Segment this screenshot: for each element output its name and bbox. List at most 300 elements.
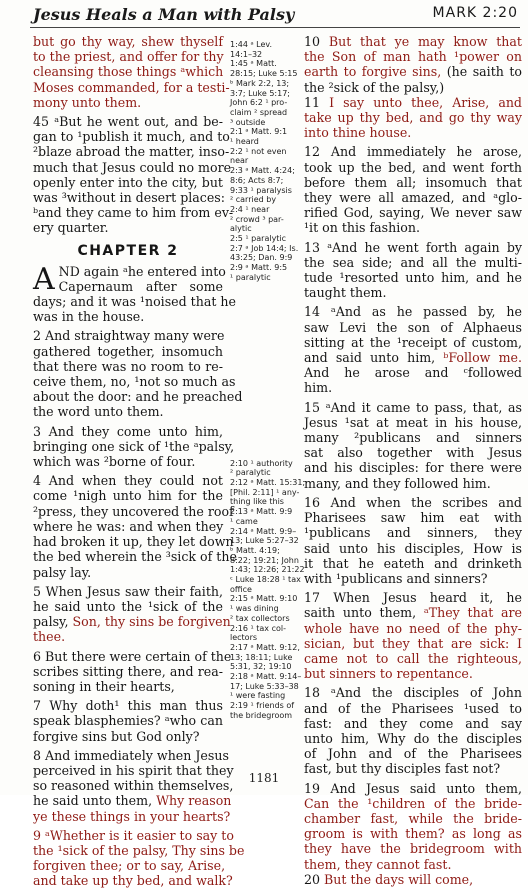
verse-line (304, 666, 522, 681)
verse-text: ᶜ Luke 18:28 ¹ tax (230, 575, 301, 585)
verse-text: office (230, 584, 252, 594)
verse-line (304, 95, 522, 110)
verse-text: ᵇ Mark 2:2, 13; (230, 78, 290, 88)
cross-reference (230, 69, 300, 79)
verse-line (33, 629, 223, 644)
verse-text: 20 (304, 871, 325, 887)
red-letter-text: but go thy way, shew thyself (33, 34, 223, 49)
verse-line (33, 454, 223, 469)
verse-text: took up the bed, and went forth (304, 159, 522, 175)
cross-reference (230, 497, 300, 507)
verse-line (304, 160, 522, 175)
verse-text: ᵇand they came to him from ev- (33, 205, 234, 221)
verse-line (33, 519, 223, 534)
verse-text: Pharisees saw him eat with (304, 510, 522, 526)
red-letter-text: and take up thy bed, and walk? (33, 873, 233, 889)
red-letter-text: take up thy bed, and go thy way (304, 110, 522, 126)
verse-line (33, 344, 223, 359)
running-head-reference: MARK 2:20 (432, 5, 518, 21)
verse-line (33, 713, 223, 728)
red-letter-text: earth to forgive sins, (304, 64, 442, 80)
verse-text: 8:6; Acts 8:7; (230, 175, 284, 185)
verse-text: ² paralytic (230, 468, 271, 478)
verse-line (33, 79, 230, 95)
verse-line (33, 389, 243, 405)
verse-text: 11 (304, 94, 330, 110)
verse-text: 12 And immediately he arose, (304, 144, 522, 160)
verse-text: ¹publicans and sinners, they (304, 525, 522, 541)
verse-text: gan to ¹publish it much, and to (33, 129, 230, 145)
verse-line (33, 793, 232, 809)
verse-line (33, 359, 223, 374)
verse-line (304, 796, 522, 811)
verse-line (304, 144, 522, 159)
verse-line (33, 698, 223, 713)
verse-text: 17 When Jesus heard it, he (304, 590, 522, 606)
cross-reference (230, 643, 300, 653)
verse-text: sat also together with Jesus (304, 445, 522, 461)
verse-line (33, 747, 229, 763)
cross-reference (230, 253, 300, 263)
cross-reference (230, 691, 300, 701)
verse-line (304, 541, 522, 556)
cross-reference (230, 98, 300, 108)
cross-reference (230, 575, 300, 585)
verse-text: 1:44 ᵃ Lev. (230, 40, 273, 49)
verse-text: the bed wherein the ³sick of the (33, 549, 237, 565)
verse-line (33, 534, 234, 550)
verse-text: 16 And when the scribes and (304, 494, 522, 510)
verse-text: had broken it up, they let down (33, 534, 234, 550)
verse-line (33, 294, 236, 310)
verse-text: sitting at the ¹receipt of custom, (304, 334, 522, 350)
cross-reference (230, 79, 300, 89)
cross-reference (230, 536, 300, 546)
verse-text: 2:16 ¹ tax col- (230, 623, 286, 633)
red-letter-text: to the priest, and offer for thy (33, 49, 224, 65)
verse-text: 2:10 ¹ authority (230, 458, 293, 468)
verse-line (304, 80, 522, 95)
cross-reference (230, 459, 300, 469)
verse-text: the sea side; and all the multi- (304, 254, 522, 270)
verse-line (304, 811, 522, 826)
verse-text: 19 And Jesus said unto them, (304, 780, 522, 796)
verse-line (33, 438, 235, 454)
verse-line (304, 605, 522, 620)
verse-text: rified God, saying, We never saw (304, 205, 522, 221)
verse-line (33, 144, 230, 160)
verse-line (33, 424, 223, 439)
verse-text: with ¹publicans and sinners? (304, 570, 488, 586)
verse-text: perceived in his spirit that they (33, 762, 234, 778)
verse-text: ¹ paralytic (230, 272, 271, 282)
verse-line (304, 380, 522, 395)
verse-line (33, 175, 223, 190)
verse-text: ¹ was dining (230, 604, 279, 614)
verse-text: said unto his disciples, How is (304, 540, 522, 556)
verse-text: he said unto them, (33, 793, 157, 809)
verse-line (304, 49, 522, 64)
verse-line (33, 129, 230, 145)
red-letter-text: cleansing those things ᵃwhich (33, 64, 224, 80)
verse-text: ceive them, no, ¹not so much as (33, 374, 236, 390)
verse-text: where he was: and when they (33, 518, 224, 534)
verse-text: 7 Why doth¹ this man thus (33, 698, 223, 714)
verse-text: ery quarter. (33, 220, 109, 236)
cross-reference (230, 273, 300, 283)
red-letter-text: whole have no need of the phy- (304, 620, 522, 636)
red-letter-text: I say unto thee, Arise, and (329, 94, 522, 110)
verse-text: speak blasphemies? ᵃwho can (33, 713, 223, 729)
verse-line (33, 279, 223, 294)
red-letter-text: ᵃThey that are (423, 605, 522, 621)
verse-line (304, 495, 522, 510)
verse-text: taught them. (304, 285, 387, 301)
verse-line (304, 64, 522, 79)
cross-reference (230, 59, 300, 69)
red-letter-text: ᵇFollow me. (443, 350, 522, 366)
verse-text: saith unto them, (304, 605, 424, 621)
cross-reference (230, 468, 300, 478)
cross-reference (230, 137, 300, 147)
verse-text: palsy, (33, 614, 73, 630)
verse-text: of John and of the Pharisees (304, 746, 522, 762)
cross-reference (230, 176, 300, 186)
verse-text: the word unto them. (33, 404, 164, 420)
center-reference-column (230, 40, 306, 721)
verse-text: before them all; insomuch that (304, 174, 522, 190)
verse-text: 4 And when they could not (33, 473, 223, 489)
verse-line (33, 842, 245, 858)
verse-text: 5 When Jesus saw their faith, (33, 583, 223, 599)
verse-line (304, 400, 522, 415)
cross-reference (230, 653, 300, 663)
cross-reference (230, 195, 300, 205)
verse-text: 9:33 ¹ paralysis (230, 185, 292, 195)
verse-text: ² tax collectors (230, 613, 290, 623)
cross-reference (230, 585, 300, 595)
verse-text: fast: and they come and say (304, 715, 522, 731)
verse-line (33, 473, 223, 488)
cross-reference (230, 672, 300, 682)
verse-line (304, 841, 522, 856)
cross-reference (230, 166, 300, 176)
verse-text: about the door: and he preached (33, 389, 243, 405)
verse-line (304, 190, 522, 205)
verse-line (304, 651, 522, 666)
verse-line (304, 205, 522, 220)
cross-reference (230, 127, 300, 137)
cross-reference (230, 633, 300, 643)
right-text-column (304, 34, 522, 887)
cross-reference (230, 556, 300, 566)
verse-text: 2:17 ᵃ Matt. 9:12, (230, 642, 300, 652)
verse-line (304, 240, 522, 255)
verse-text: ᵇ Matt. 4:19; (230, 545, 280, 555)
verse-line (33, 404, 223, 419)
verse-line (33, 159, 232, 175)
red-letter-text: forgiven thee; or to say, Arise, (33, 858, 226, 874)
red-letter-text: Why reason (156, 793, 232, 809)
red-letter-text: Moses commanded, for a testi- (33, 79, 230, 95)
verse-line (33, 729, 223, 744)
verse-text: 2:14 ᵃ Matt. 9:9– (230, 526, 297, 536)
verse-line (304, 415, 522, 430)
red-letter-text: Can the ¹children of the bride- (304, 795, 522, 811)
verse-line (304, 304, 522, 319)
verse-line (304, 510, 522, 525)
verse-line (33, 49, 223, 64)
verse-text: and of the Pharisees ¹used to (304, 700, 522, 716)
verse-line (304, 746, 522, 761)
cross-reference (230, 594, 300, 604)
verse-text: ¹it on this fashion. (304, 220, 420, 236)
verse-text: come ¹nigh unto him for the (33, 488, 223, 504)
cross-reference (230, 147, 300, 157)
verse-text: openly enter into the city, but (33, 174, 223, 190)
verse-text: they were all amazed, and ᵃglo- (304, 190, 522, 206)
drop-cap: A (33, 261, 55, 297)
verse-text: 8:22; 19:21; John (230, 555, 299, 565)
verse-line (304, 350, 522, 365)
verse-line (304, 320, 522, 335)
verse-line (33, 614, 231, 630)
verse-text: 1:43; 12:26; 21:22 (230, 565, 305, 575)
red-letter-text: mony unto them. (33, 94, 142, 110)
verse-line (304, 460, 522, 475)
verse-line (304, 255, 522, 270)
verse-text: 6 But there were certain of the (33, 648, 232, 664)
verse-text: ³ outside (230, 117, 266, 127)
verse-line (304, 636, 522, 651)
verse-line (33, 599, 223, 614)
verse-line (33, 549, 237, 565)
verse-line (304, 621, 522, 636)
verse-text: 17; Luke 5:33–38 (230, 681, 299, 691)
verse-text: he said unto the ¹sick of the (33, 598, 223, 614)
verse-line (304, 685, 522, 700)
cross-reference (230, 604, 300, 614)
verse-text: was in the house. (33, 309, 145, 325)
verse-text: ² carried by (230, 195, 277, 205)
red-letter-text: the Son of man hath ¹power on (304, 49, 522, 65)
verse-text: palsy lay. (33, 564, 92, 580)
verse-text: (he saith to (441, 64, 522, 80)
verse-text: 2:15 ᵃ Matt. 9:10 (230, 594, 298, 604)
verse-line (304, 365, 522, 380)
verse-text: many, and they followed him. (304, 475, 491, 491)
verse-line (304, 826, 522, 841)
verse-text: 15 ᵃAnd it came to pass, that, as (304, 399, 522, 415)
verse-text: ²blaze abroad the matter, inso- (33, 144, 230, 160)
verse-text: 2:19 ¹ friends of (230, 701, 295, 711)
verse-text: thing like this (230, 497, 284, 507)
cross-reference (230, 565, 305, 575)
verse-text: and said unto him, (304, 350, 444, 366)
verse-line (304, 270, 522, 285)
verse-text: 10 (304, 34, 329, 49)
verse-line (304, 34, 522, 49)
verse-text: tude ¹resorted unto him, and he (304, 270, 522, 286)
verse-line (33, 808, 231, 824)
verse-text: 2:1 ᵃ Matt. 9:1 (230, 127, 288, 137)
verse-text: 13; 18:11; Luke (230, 652, 293, 662)
red-letter-text: groom is with them? as long as (304, 826, 522, 842)
verse-text: 2:5 ¹ paralytic (230, 234, 287, 244)
cross-reference (230, 614, 300, 624)
verse-line (304, 857, 522, 872)
cross-reference (230, 205, 300, 215)
verse-text: that there was no room to re- (33, 358, 223, 374)
verse-line (33, 190, 226, 206)
verse-line (33, 679, 223, 694)
red-letter-text: 9 ᵃWhether is it easier to say to (33, 827, 234, 843)
red-letter-text: But the days will come, (324, 871, 474, 887)
cross-reference (230, 263, 300, 273)
verse-line (304, 445, 522, 460)
verse-line (33, 648, 232, 664)
verse-text: [Phil. 2:11] ¹ any- (230, 487, 300, 497)
cross-reference (230, 546, 300, 556)
cross-reference (230, 527, 300, 537)
verse-line (304, 590, 522, 605)
cross-reference (230, 682, 300, 692)
verse-text: 2:4 ¹ near (230, 204, 270, 214)
verse-text: and his disciples: for there were (304, 460, 522, 476)
verse-line (33, 565, 223, 580)
verse-text: 14:1–32 (230, 49, 263, 59)
verse-text: which was ²borne of four. (33, 454, 196, 470)
cross-reference (230, 40, 300, 50)
chapter-heading: CHAPTER 2 (77, 242, 179, 259)
red-letter-text: but sinners to repentance. (304, 666, 473, 682)
red-letter-text: chamber fast, while the bride- (304, 810, 522, 826)
verse-text: was ³without in desert places: (33, 190, 226, 206)
verse-text: the ²sick of the palsy,) (304, 79, 445, 95)
verse-text: Jesus ¹sat at meat in his house, (304, 414, 522, 430)
verse-line (304, 285, 522, 300)
verse-line (33, 220, 223, 235)
header-rule (30, 27, 520, 28)
verse-text: 2:3 ᵃ Matt. 4:24; (230, 166, 295, 176)
cross-reference (230, 215, 300, 225)
page-number: 1181 (248, 771, 280, 785)
verse-line (33, 584, 223, 599)
verse-text: saw Levi the son of Alphaeus (304, 319, 522, 335)
verse-text: ¹ came (230, 516, 258, 526)
verse-text: ² crowd ³ par- (230, 214, 284, 224)
red-letter-text: they have the bridegroom with (304, 841, 522, 857)
verse-text: 28:15; Luke 5:15 (230, 69, 298, 79)
cross-reference (230, 701, 300, 711)
verse-line (304, 110, 522, 125)
verse-1 (33, 261, 236, 325)
verse-line (304, 716, 522, 731)
verse-line (33, 328, 223, 343)
cross-reference (230, 662, 300, 672)
verse-text: 45 ᵃBut he went out, and be- (33, 114, 223, 130)
verse-line (304, 872, 522, 887)
verse-line (304, 571, 522, 586)
verse-text: 13; Luke 5:27–32 (230, 536, 299, 546)
red-letter-text: sician, but they that are sick: I (304, 635, 522, 651)
verse-line (33, 64, 223, 79)
verse-line (304, 476, 522, 491)
verse-text: 2:9 ᵃ Matt. 9:5 (230, 263, 288, 273)
red-letter-text: thee. (33, 629, 66, 645)
verse-text: fast, but thy disciples fast not? (304, 761, 501, 777)
red-letter-text: the ¹sick of the palsy, Thy sins be (33, 842, 245, 858)
verse-text: 2 And straightway many were (33, 328, 225, 344)
cross-reference (230, 234, 300, 244)
verse-line (304, 701, 522, 716)
cross-reference (230, 624, 300, 634)
verse-line (304, 525, 522, 540)
verse-text: 8 And immediately when Jesus (33, 747, 229, 763)
verse-text: him. (304, 380, 333, 396)
verse-text: 43:25; Dan. 9:9 (230, 253, 293, 263)
cross-reference (230, 108, 300, 118)
verse-text: 2:7 ᵃ Job 14:4; Is. (230, 243, 299, 253)
verse-line (33, 95, 223, 110)
verse-text: Capernaum after some (58, 278, 223, 294)
verse-line (33, 488, 223, 503)
verse-text: 1:45 ᵃ Matt. (230, 59, 277, 69)
red-letter-text: ye these things in your hearts? (33, 808, 231, 824)
verse-text: And he arose and ᶜfollowed (304, 365, 522, 381)
verse-text: ²press, they uncovered the roof (33, 503, 234, 519)
verse-text: unto him, Why do the disciples (304, 730, 522, 746)
verse-line (33, 34, 223, 49)
cross-reference (230, 507, 300, 517)
verse-line (33, 374, 236, 390)
verse-line (33, 205, 234, 221)
verse-text: John 6:2 ¹ pro- (230, 98, 288, 108)
verse-line (304, 175, 522, 190)
verse-line (33, 263, 226, 279)
verse-text: the bridegroom (230, 710, 293, 720)
verse-text: 14 ᵃAnd as he passed by, he (304, 304, 522, 320)
verse-text: near (230, 156, 249, 166)
verse-line (304, 125, 522, 140)
verse-text: many ²publicans and sinners (304, 430, 522, 446)
verse-line (304, 430, 522, 445)
verse-line (304, 220, 522, 235)
red-letter-text: Son, thy sins be forgiven (72, 614, 231, 630)
verse-text: it that he eateth and drinketh (304, 555, 522, 571)
red-letter-text: into thine house. (304, 125, 412, 141)
verse-text: gathered together, insomuch (33, 343, 223, 359)
red-letter-text: But that ye may know that (328, 34, 522, 49)
verse-text: scribes sitting there, and rea- (33, 663, 223, 679)
verse-line (33, 827, 234, 843)
cross-reference (230, 488, 300, 498)
cross-reference (230, 156, 300, 166)
verse-text: claim ² spread (230, 107, 288, 117)
verse-text: alytic (230, 224, 252, 234)
verse-text: soning in their hearts, (33, 678, 175, 694)
verse-text: 13 ᵃAnd he went forth again by (304, 239, 522, 255)
verse-text: 2:2 ¹ not even (230, 146, 287, 156)
verse-text: 2:13 ᵃ Matt. 9:9 (230, 507, 293, 517)
cross-reference (230, 118, 300, 128)
verse-text: lectors (230, 633, 258, 643)
verse-text: 3:7; Luke 5:17; (230, 88, 290, 98)
verse-text: ¹ heard (230, 137, 259, 147)
red-letter-text: came not to call the righteous, (304, 650, 522, 666)
verse-line (33, 503, 234, 519)
verse-line (304, 731, 522, 746)
